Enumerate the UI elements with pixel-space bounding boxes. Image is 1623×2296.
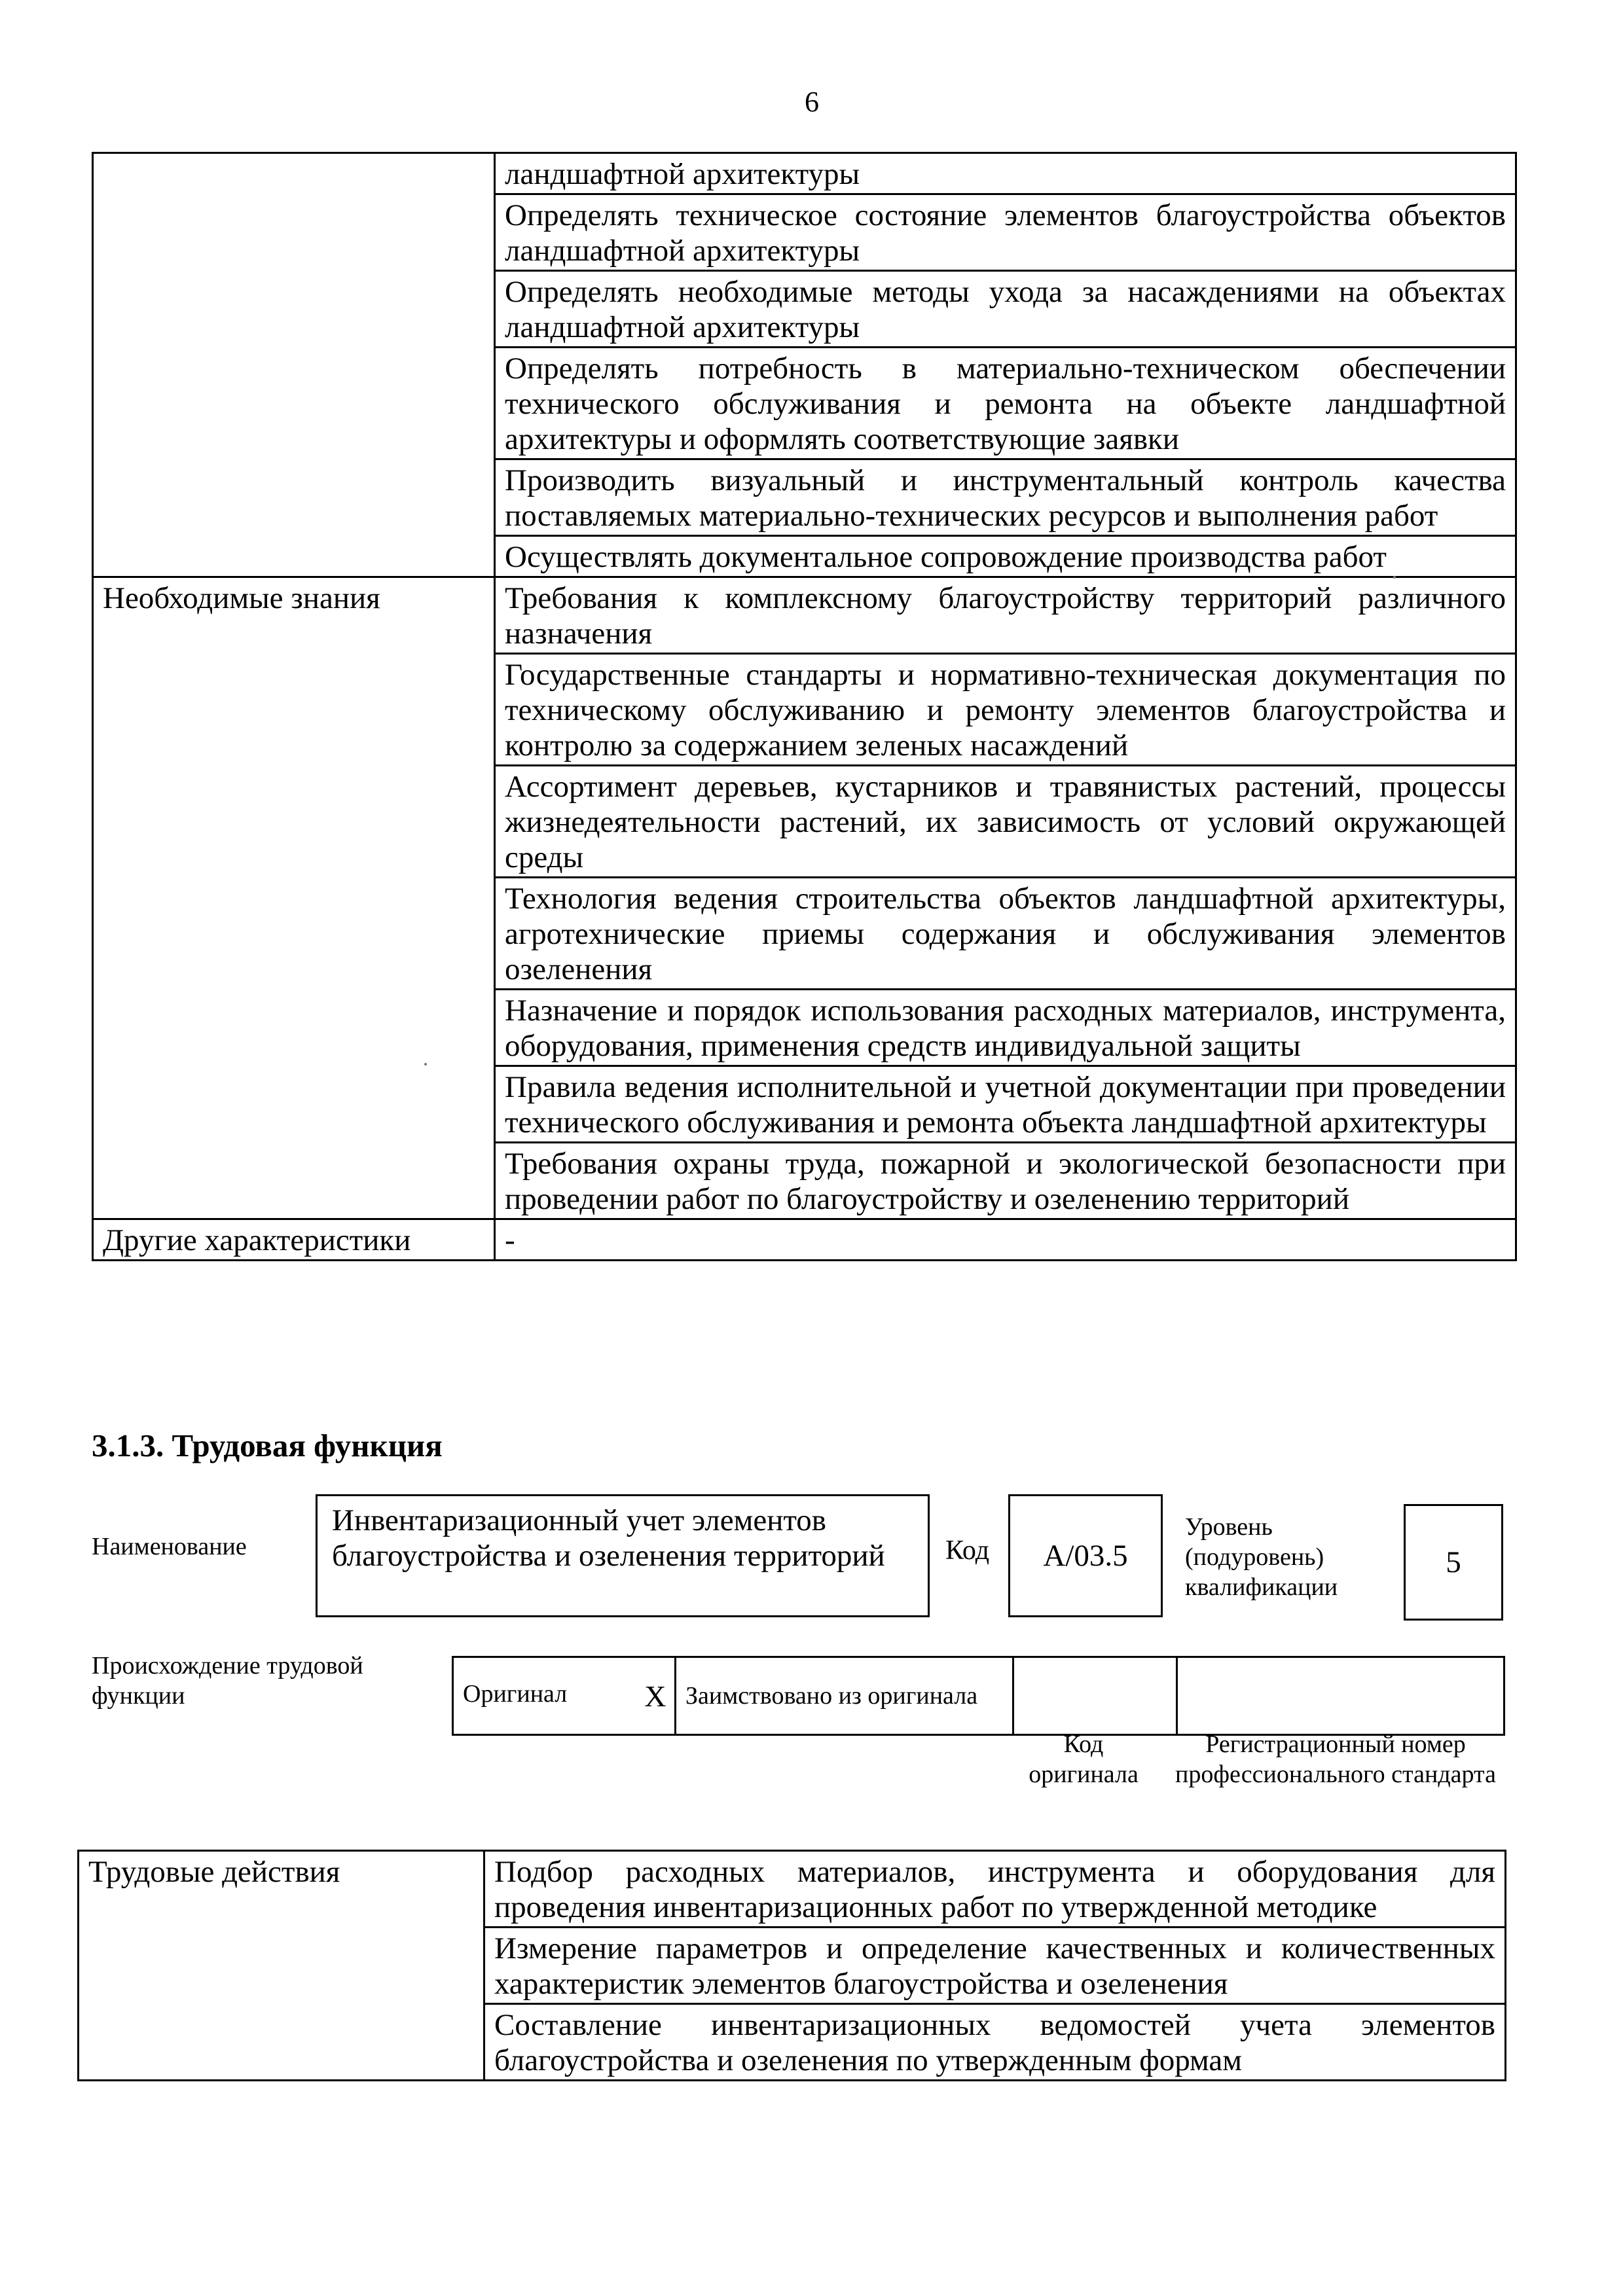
original-cell xyxy=(453,1657,676,1735)
table-cell: Осуществлять документальное сопровождение производства работ xyxy=(495,536,1516,577)
table-cell: Определять техническое состояние элементов благоустройства объектов ландшафтной архитектуры xyxy=(495,194,1516,271)
table-row xyxy=(93,577,1516,654)
scan-speck xyxy=(1393,576,1396,579)
level-box: 5 xyxy=(1404,1504,1503,1621)
table-cell: Требования охраны труда, пожарной и экологической безопасности при проведении работ по благоустройству и озеленению территорий xyxy=(495,1143,1516,1219)
table-cell: Ассортимент деревьев, кустарников и травянистых растений, процессы жизнедеятельности растений, их зависимость от условий окружающей среды xyxy=(495,766,1516,878)
code-label: Код xyxy=(945,1535,990,1566)
code-original-cell xyxy=(1013,1657,1177,1735)
row-label-other: Другие характеристики xyxy=(93,1219,495,1261)
row-label-actions: Трудовые действия xyxy=(79,1851,484,2081)
code-original-label: Код оригинала xyxy=(1029,1731,1139,1788)
function-name-box: Инвентаризационный учет элементов благоустройства и озеленения территорий xyxy=(316,1494,930,1617)
table-cell: Требования к комплексному благоустройству территорий различного назначения xyxy=(495,577,1516,654)
table-cell: Назначение и порядок использования расходных материалов, инструмента, оборудования, применения средств индивидуальной защиты xyxy=(495,990,1516,1066)
original-mark: X xyxy=(644,1679,666,1713)
original-label: Оригинал xyxy=(463,1679,568,1708)
code-box: А/03.5 xyxy=(1008,1494,1163,1617)
table-row xyxy=(93,1219,1516,1261)
table-cell: Государственные стандарты и нормативно-техническая документация по техническому обслуживанию и ремонту элементов благоустройства и контролю за содержанием зеленых насаждений xyxy=(495,654,1516,766)
table-row xyxy=(79,1851,1506,1928)
row-label-knowledge: Необходимые знания xyxy=(93,577,495,1219)
table-cell: Технология ведения строительства объектов ландшафтной архитектуры, агротехнические приемы содержания и обслуживания элементов озеленения xyxy=(495,878,1516,990)
labor-actions-table xyxy=(77,1850,1506,2081)
table-cell: ландшафтной архитектуры xyxy=(495,153,1516,194)
table-cell: Определять необходимые методы ухода за насаждениями на объектах ландшафтной архитектуры xyxy=(495,271,1516,348)
reg-number-cell xyxy=(1177,1657,1504,1735)
reg-number-label: Регистрационный номер профессионального стандарта xyxy=(1175,1731,1496,1788)
name-label: Наименование xyxy=(92,1533,247,1560)
origin-label: Происхождение трудовой функции xyxy=(92,1652,363,1710)
table-cell: Определять потребность в материально-техническом обеспечении технического обслуживания и ремонта на объекте ландшафтной архитектуры и оформлять соответствующие заявки xyxy=(495,348,1516,459)
table-cell: Производить визуальный и инструментальный контроль качества поставляемых материально-технических ресурсов и выполнения работ xyxy=(495,459,1516,536)
table-cell: Правила ведения исполнительной и учетной документации при проведении технического обслуживания и ремонта объекта ландшафтной архитектуры xyxy=(495,1066,1516,1143)
table-cell: Подбор расходных материалов, инструмента и оборудования для проведения инвентаризационных работ по утвержденной методике xyxy=(484,1851,1506,1928)
scan-speck xyxy=(424,1063,427,1066)
origin-table xyxy=(452,1656,1505,1736)
row-label-cell xyxy=(93,153,495,577)
table-cell: - xyxy=(495,1219,1516,1261)
page-number: 6 xyxy=(805,86,819,118)
table-row xyxy=(93,153,1516,194)
table-cell: Измерение параметров и определение качественных и количественных характеристик элементов благоустройства и озеленения xyxy=(484,1928,1506,2004)
level-label: Уровень (подуровень) квалификации xyxy=(1185,1513,1338,1601)
table-cell: Составление инвентаризационных ведомостей учета элементов благоустройства и озеленения по утвержденным формам xyxy=(484,2004,1506,2081)
skills-knowledge-table xyxy=(92,152,1517,1261)
borrowed-label: Заимствовано из оригинала xyxy=(676,1657,1013,1735)
section-heading: 3.1.3. Трудовая функция xyxy=(92,1427,443,1463)
table-row xyxy=(453,1657,1504,1735)
